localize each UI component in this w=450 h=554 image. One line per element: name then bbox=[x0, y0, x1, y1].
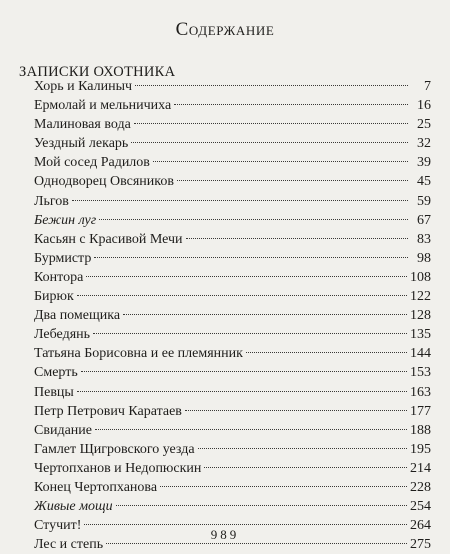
page-number: 989 bbox=[210, 527, 240, 542]
dot-leader bbox=[204, 467, 407, 468]
toc-entry-title: Ермолай и мельничиха bbox=[34, 98, 172, 114]
toc-entry-title: Живые мощи bbox=[34, 499, 113, 515]
toc-entry bbox=[34, 363, 431, 382]
toc-entry-title: Лебедянь bbox=[34, 327, 91, 343]
toc-entry-page: 39 bbox=[417, 155, 431, 171]
toc-entry-title: Однодворец Овсяников bbox=[34, 174, 174, 190]
dot-leader bbox=[174, 104, 408, 105]
toc-entry bbox=[34, 153, 431, 172]
toc-entry-page: 144 bbox=[410, 346, 431, 362]
toc-entry-page: 275 bbox=[410, 537, 431, 553]
dot-leader bbox=[123, 314, 407, 315]
toc-entry bbox=[34, 115, 431, 134]
toc-entry-title: Хорь и Калиныч bbox=[34, 79, 133, 94]
toc-entry-page: 177 bbox=[410, 403, 431, 419]
dot-leader bbox=[186, 238, 408, 239]
toc-entry-page: 195 bbox=[410, 441, 431, 457]
toc-entry bbox=[34, 402, 431, 421]
toc-entry bbox=[34, 230, 431, 249]
toc-entry-page: 163 bbox=[410, 384, 431, 400]
toc-entry bbox=[34, 287, 431, 306]
dot-leader bbox=[185, 410, 407, 411]
toc-entry-title: Лес и степь bbox=[34, 537, 104, 553]
toc-entry-title: Бежин луг bbox=[34, 212, 97, 228]
toc-entry bbox=[34, 172, 431, 191]
toc-entry-title: Свидание bbox=[34, 422, 92, 438]
toc-entry-page: 67 bbox=[417, 212, 431, 228]
dot-leader bbox=[95, 429, 407, 430]
toc-entry-page: 25 bbox=[417, 117, 431, 133]
page-title: Содержание bbox=[175, 19, 275, 40]
toc-entry-title: Мой сосед Радилов bbox=[34, 155, 150, 171]
toc-entry-title: Стучит! bbox=[34, 518, 82, 534]
toc-entry-page: 228 bbox=[410, 479, 431, 495]
toc-entry-page: 214 bbox=[410, 460, 431, 476]
toc-entry bbox=[34, 96, 431, 115]
dot-leader bbox=[135, 85, 408, 86]
dot-leader bbox=[84, 524, 407, 525]
toc-entry bbox=[34, 478, 431, 497]
toc-entry-title: Певцы bbox=[34, 384, 74, 400]
dot-leader bbox=[177, 180, 408, 181]
toc-entry-page: 98 bbox=[417, 250, 431, 266]
toc-entry bbox=[34, 344, 431, 363]
toc-entry bbox=[34, 192, 431, 211]
toc-entry bbox=[34, 421, 431, 440]
toc-entry-title: Смерть bbox=[34, 365, 78, 381]
toc-entry-title: Бурмистр bbox=[34, 250, 92, 266]
toc-entry-title: Контора bbox=[34, 269, 84, 285]
toc-entry bbox=[34, 77, 431, 96]
dot-leader bbox=[134, 123, 408, 124]
toc-entry-title: Бирюк bbox=[34, 289, 74, 305]
dot-leader bbox=[86, 276, 407, 277]
toc-entry-page: 45 bbox=[417, 174, 431, 190]
toc-entry-page: 16 bbox=[417, 98, 431, 114]
toc-entry-page: 128 bbox=[410, 308, 431, 324]
toc-entry-title: Льгов bbox=[34, 193, 69, 209]
toc-entry-title: Петр Петрович Каратаев bbox=[34, 403, 182, 419]
dot-leader bbox=[116, 505, 407, 506]
toc-entry bbox=[34, 268, 431, 287]
toc-entry bbox=[34, 134, 431, 153]
toc-entry bbox=[34, 497, 431, 516]
toc-entry-title: Два помещика bbox=[34, 308, 121, 324]
dot-leader bbox=[153, 161, 408, 162]
dot-leader bbox=[72, 200, 408, 201]
toc-entry-title: Гамлет Щигровского уезда bbox=[34, 441, 195, 457]
toc-entry-page: 108 bbox=[410, 269, 431, 285]
section-heading: ЗАПИСКИ ОХОТНИКА bbox=[19, 64, 176, 80]
toc-entry-page: 7 bbox=[424, 79, 431, 94]
toc-entry bbox=[34, 211, 431, 230]
toc-entry-page: 188 bbox=[410, 422, 431, 438]
toc-entry-title: Малиновая вода bbox=[34, 117, 131, 133]
dot-leader bbox=[81, 371, 407, 372]
toc-entry bbox=[34, 459, 431, 478]
toc-entry-page: 122 bbox=[410, 289, 431, 305]
toc-entry bbox=[34, 383, 431, 402]
toc-entry-page: 135 bbox=[410, 327, 431, 343]
dot-leader bbox=[77, 391, 407, 392]
toc-entry-page: 254 bbox=[410, 499, 431, 515]
toc-entry bbox=[34, 325, 431, 344]
toc-entry-page: 59 bbox=[417, 193, 431, 209]
toc-entry-page: 32 bbox=[417, 136, 431, 152]
toc-entry-title: Уездный лекарь bbox=[34, 136, 129, 152]
table-of-contents bbox=[34, 77, 431, 554]
dot-leader bbox=[77, 295, 407, 296]
dot-leader bbox=[94, 257, 408, 258]
dot-leader bbox=[93, 333, 407, 334]
toc-entry-title: Чертопханов и Недопюскин bbox=[34, 460, 202, 476]
toc-entry-page: 83 bbox=[417, 231, 431, 247]
dot-leader bbox=[131, 142, 408, 143]
toc-entry-title: Татьяна Борисовна и ее племянник bbox=[34, 346, 243, 362]
toc-entry bbox=[34, 440, 431, 459]
dot-leader bbox=[99, 219, 408, 220]
dot-leader bbox=[160, 486, 407, 487]
dot-leader bbox=[106, 543, 407, 544]
toc-entry bbox=[34, 306, 431, 325]
toc-entry-page: 264 bbox=[410, 518, 431, 534]
toc-entry-title: Конец Чертопханова bbox=[34, 479, 158, 495]
dot-leader bbox=[198, 448, 407, 449]
toc-entry-title: Касьян с Красивой Мечи bbox=[34, 231, 183, 247]
toc-entry-page: 153 bbox=[410, 365, 431, 381]
toc-entry bbox=[34, 249, 431, 268]
dot-leader bbox=[246, 352, 407, 353]
